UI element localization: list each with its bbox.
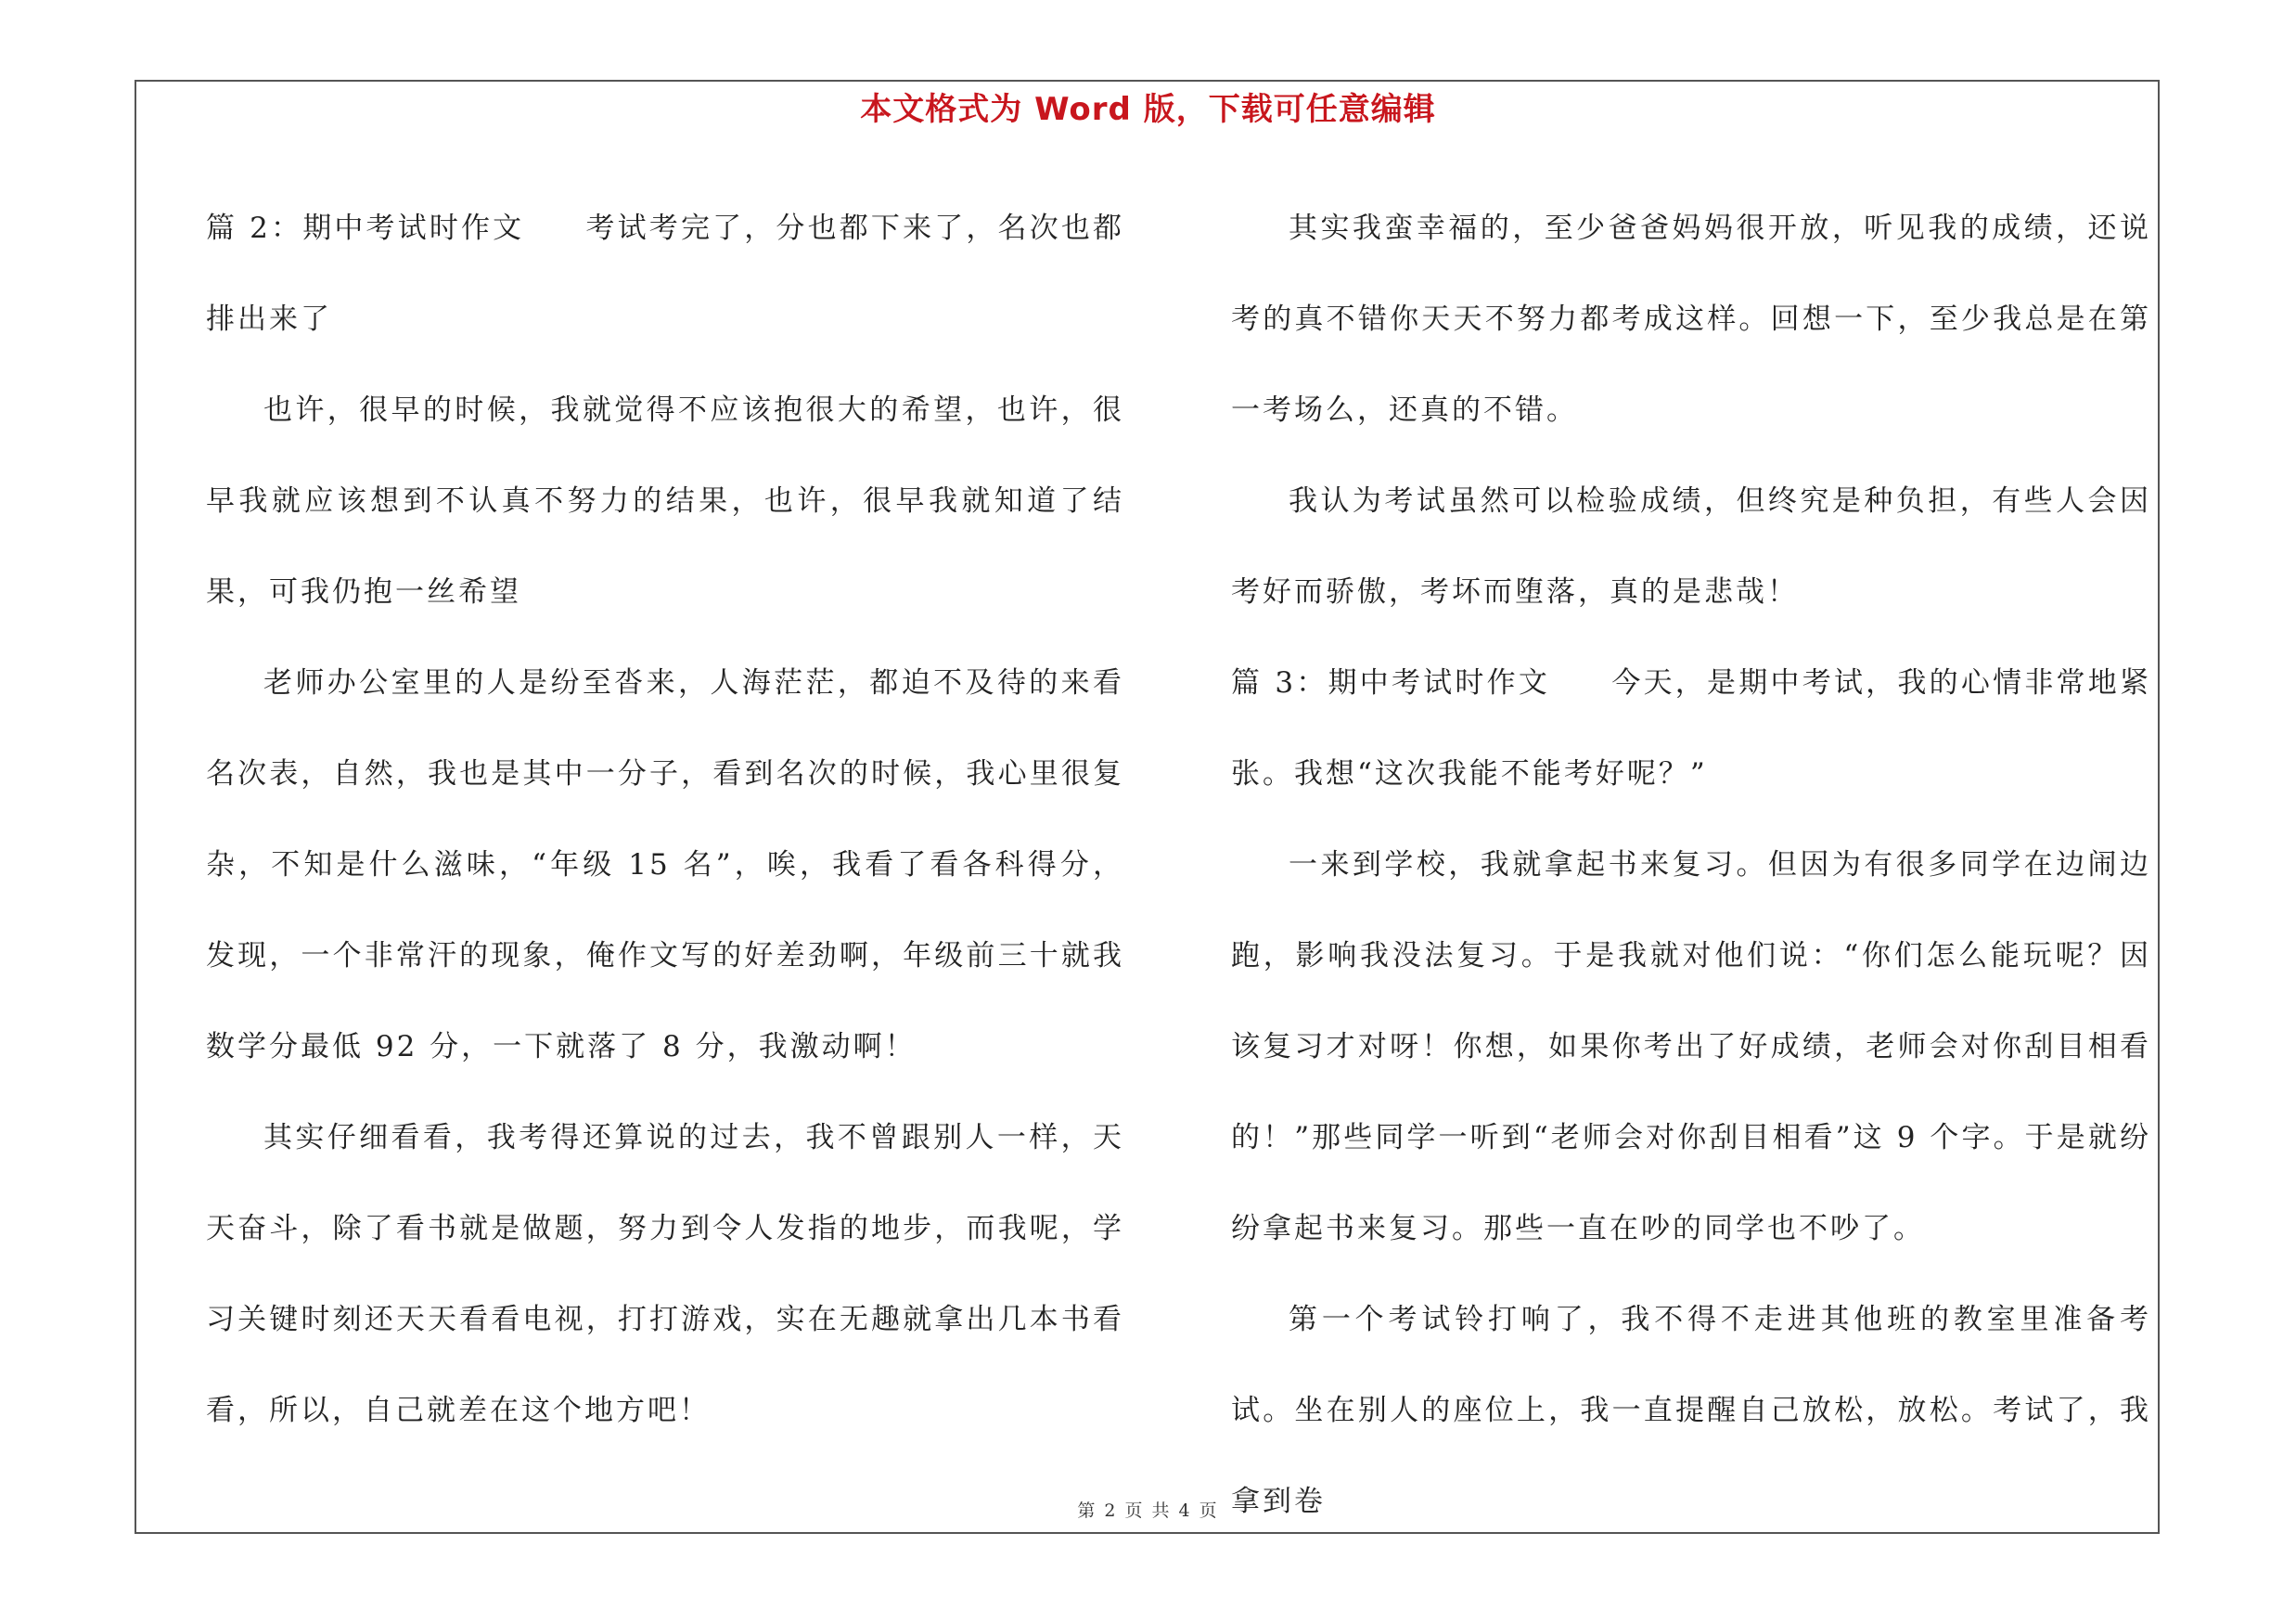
section-3-intro: 今天，是期中考试，我的心情非常地紧张。我想“这次我能不能考好呢？” (1231, 666, 2152, 791)
section-2-heading (206, 183, 1124, 365)
section-2-intro: 考试考完了，分也都下来了，名次也都排出来了 (206, 212, 1125, 336)
word-format-banner: 本文格式为 Word 版，下载可任意编辑 (860, 91, 1436, 128)
left-column (206, 183, 1124, 1456)
paragraph: 也许，很早的时候，我就觉得不应该抱很大的希望，也许，很早我就应该想到不认真不努力的结果，也许，很早我就知道了结果，可我仍抱一丝希望 (206, 393, 1124, 609)
section-2-title: 篇 2：期中考试时作文 (206, 212, 525, 245)
paragraph: 第一个考试铃打响了，我不得不走进其他班的教室里准备考试。坐在别人的座位上，我一直提醒自己放松，放松。考试了，我拿到卷 (1231, 1303, 2151, 1518)
paragraph: 我认为考试虽然可以检验成绩，但终究是种负担，有些人会因考好而骄傲，考坏而堕落，真的是悲哉！ (1231, 484, 2151, 609)
page-number-footer: 第 2 页 共 4 页 (1077, 1501, 1219, 1521)
paragraph: 老师办公室里的人是纷至沓来，人海茫茫，都迫不及待的来看名次表，自然，我也是其中一分子，看到名次的时候，我心里很复杂，不知是什么滋味，“年级 15 名”，唉，我看了看各科得分，发现，一个非常汗的现象，俺作文写的好差劲啊，年级前三十就我数学分最低 92 分，一下就落了 8 分，我激动啊！ (206, 666, 1124, 1063)
right-column (1231, 183, 2151, 1547)
paragraph: 其实我蛮幸福的，至少爸爸妈妈很开放，听见我的成绩，还说考的真不错你天天不努力都考成这样。回想一下，至少我总是在第一考场么，还真的不错。 (1231, 212, 2151, 427)
section-3-heading (1231, 638, 2151, 819)
paragraph: 其实仔细看看，我考得还算说的过去，我不曾跟别人一样，天天奋斗，除了看书就是做题，努力到令人发指的地步，而我呢，学习关键时刻还天天看看电视，打打游戏，实在无趣就拿出几本书看看，所以，自己就差在这个地方吧！ (206, 1121, 1124, 1427)
section-3-title: 篇 3：期中考试时作文 (1231, 666, 1551, 700)
paragraph: 一来到学校，我就拿起书来复习。但因为有很多同学在边闹边跑，影响我没法复习。于是我就对他们说：“你们怎么能玩呢？因该复习才对呀！你想，如果你考出了好成绩，老师会对你刮目相看的！”那些同学一听到“老师会对你刮目相看”这 9 个字。于是就纷纷拿起书来复习。那些一直在吵的同学也不吵了。 (1231, 848, 2151, 1245)
